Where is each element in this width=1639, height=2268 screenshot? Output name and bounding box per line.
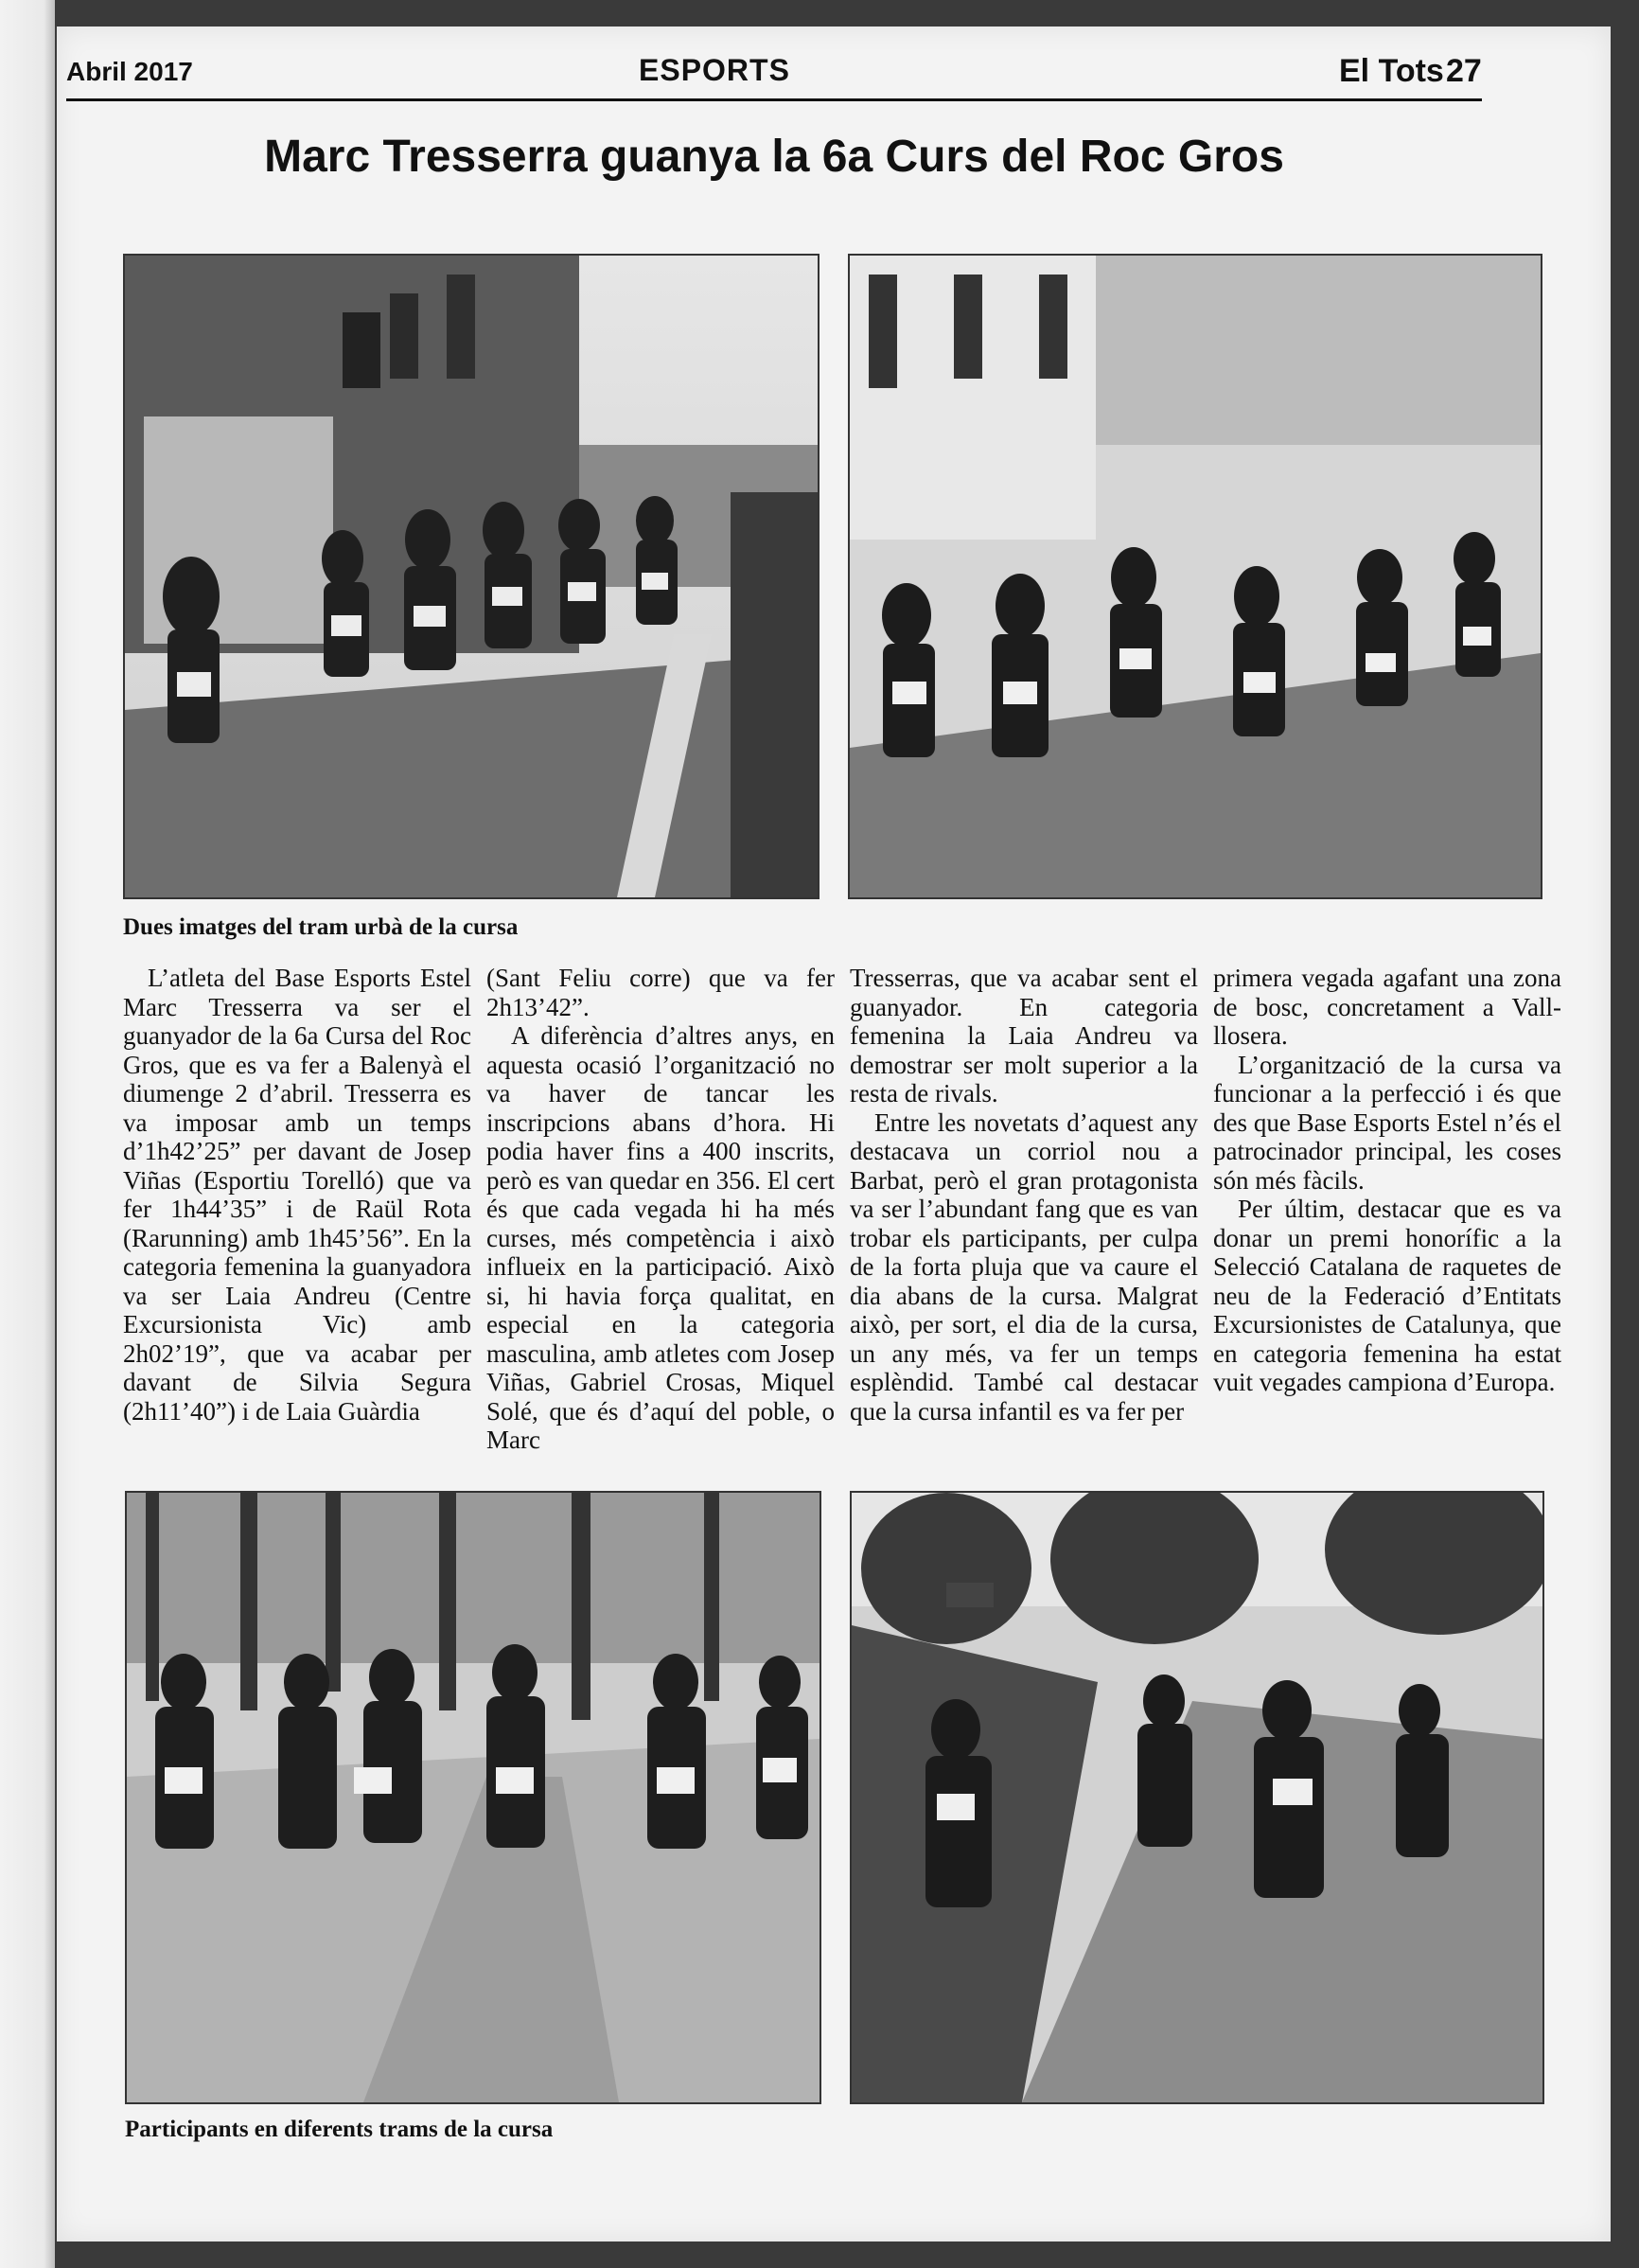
column-4-paragraph-3: Per últim, destacar que es va donar un premi honorífic a la Selecció Catalana de raquetes de neu de la Federació d’Entitats Excursionistes de Catalunya, que en categoria femenina ha estat vuit vegades campiona d’Europa.: [1213, 1195, 1561, 1396]
article-column-4: [1213, 964, 1561, 1456]
photo-urban-street-runners-2: [848, 254, 1542, 899]
caption-top: Dues imatges del tram urbà de la cursa: [123, 914, 519, 940]
column-4-paragraph-2: L’organització de la cursa va funcionar a la perfecció i és que des que Base Esports Estel n’és el patrocinador principal, les coses són més fàcils.: [1213, 1050, 1561, 1195]
facing-page-edge: [0, 0, 55, 2268]
page-number: 27: [1446, 53, 1482, 89]
column-3-paragraph-2: Entre les novetats d’aquest any destacava un corriol nou a Barbat, però el gran protagonista va ser l’abundant fang que es van trobar els participants, per culpa de la forta pluja que va caure el dia abans de la cursa. Malgrat això, per sort, el dia de la cursa, un any més, va fer un temps esplèndid. També cal destacar que la cursa infantil es va fer per: [850, 1107, 1198, 1426]
article-column-3: [850, 964, 1198, 1456]
article-headline: Marc Tresserra guanya la 6a Curs del Roc Gros: [264, 132, 1284, 182]
caption-bottom: Participants en diferents trams de la cursa: [125, 2117, 554, 2142]
column-4-paragraph-1: primera vegada agafant una zona de bosc, concretament a Vall-llosera.: [1213, 964, 1561, 1050]
page-header: [66, 53, 1482, 91]
photo-urban-street-runners-1: [123, 254, 820, 899]
photo-forest-path-runners: [125, 1491, 821, 2104]
issue-date: Abril 2017: [66, 57, 193, 86]
column-2-paragraph-1: (Sant Feliu corre) que va fer 2h13’42”.: [486, 964, 835, 1021]
column-2-paragraph-2: A diferència d’altres anys, en aquesta ocasió l’organització no va haver de tancar les inscripcions abans d’hora. Hi podia haver fins a 400 inscrits, però es van quedar en 356. El cert és que cada vegada hi ha més curses, més competència i això influeix en la participació. Això si, hi havia força qualitat, en especial en la categoria masculina, amb atletes com Josep Viñas, Gabriel Crosas, Miquel Solé, que és d’aquí del poble, o Marc: [486, 1021, 835, 1454]
publication-name: El Tots: [1339, 53, 1444, 89]
photo-muddy-trail-runners: [850, 1491, 1544, 2104]
section-title: ESPORTS: [639, 53, 790, 87]
column-3-paragraph-1: Tresserras, que va acabar sent el guanyador. En categoria femenina la Laia Andreu va demostrar ser molt superior a la resta de rivals.: [850, 964, 1198, 1107]
header-rule: [66, 98, 1482, 101]
column-1-paragraph-1: L’atleta del Base Esports Estel Marc Tresserra va ser el guanyador de la 6a Cursa del Roc Gros, que es va fer a Balenyà el diumenge 2 d’abril. Tresserra es va imposar amb un temps d’1h42’25” per davant de Josep Viñas (Esportiu Torelló) que va fer 1h44’35” i de Raül Rota (Rarunning) amb 1h45’56”. En la categoria femenina la guanyadora va ser Laia Andreu (Centre Excursionista Vic) amb 2h02’19”, que va acabar per davant de Silvia Segura (2h11’40”) i de Laia Guàrdia: [123, 964, 471, 1426]
article-column-2: [486, 964, 835, 1456]
article-column-1: [123, 964, 471, 1456]
